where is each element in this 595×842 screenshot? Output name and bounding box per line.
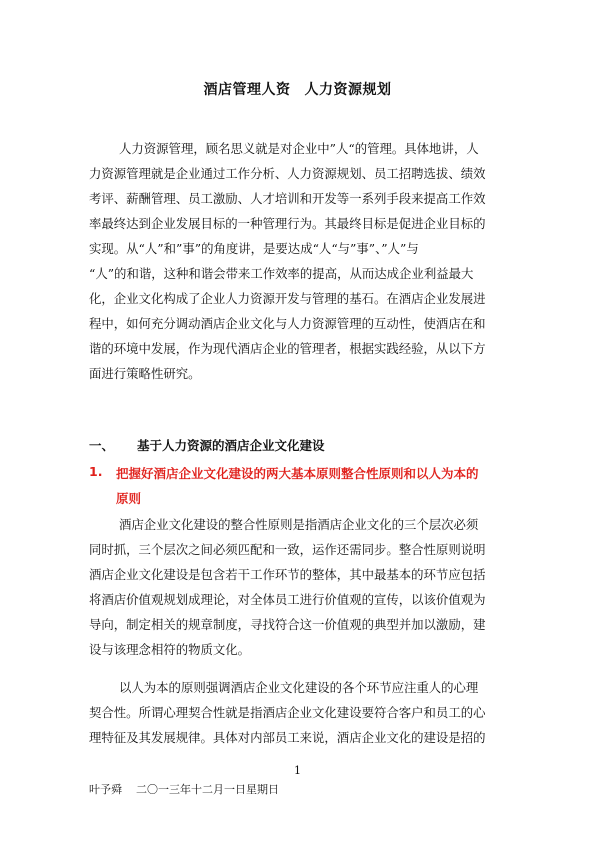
text-line: 程中，如何充分调动酒店企业文化与人力资源管理的互动性，使酒店在和: [89, 316, 486, 331]
subsection-title-line: 把握好酒店企业文化建设的两大基本原则整合性原则和以人为本的: [116, 466, 479, 481]
text-line: 导向，制定相关的规章制度，寻找符合这一价值观的典型并加以激励，建: [89, 617, 486, 632]
text-line: 酒店企业文化建设的整合性原则是指酒店企业文化的三个层次必须: [119, 517, 479, 532]
footer-date: 二〇一三年十二月一日星期日: [136, 783, 279, 796]
subsection-title-line: 原则: [116, 491, 142, 506]
section-title: 基于人力资源的酒店企业文化建设: [137, 438, 325, 453]
text-line: 酒店企业文化建设是包含若干工作环节的整体，其中最基本的环节应包括: [89, 567, 486, 582]
text-line: 考评、薪酬管理、员工激励、人才培训和开发等一系列手段来提高工作效: [89, 191, 486, 206]
text-line: “人”的和谐，这种和谐会带来工作效率的提高，从而达成企业利益最大: [89, 266, 474, 281]
text-line: 理特征及其发展规律。具体对内部员工来说，酒店企业文化的建设是招的: [89, 730, 486, 745]
text-line: 谐的环境中发展，作为现代酒店企业的管理者，根据实践经验，从以下方: [89, 341, 486, 356]
text-line: 力资源管理就是企业通过工作分析、人力资源规划、员工招聘选拔、绩效: [89, 166, 486, 181]
title-part-2: 人力资源规划: [304, 82, 392, 98]
page-footer: [89, 781, 279, 797]
text-line: 以人为本的原则强调酒店企业文化建设的各个环节应注重人的心理: [119, 680, 479, 695]
footer-author: 叶予舜: [89, 783, 122, 796]
document-title: [0, 79, 595, 99]
text-line: 设与该理念相符的物质文化。: [89, 642, 251, 657]
text-line: 将酒店价值观规划成理论，对全体员工进行价值观的宣传，以该价值观为: [89, 592, 486, 607]
text-line: 化，企业文化构成了企业人力资源开发与管理的基石。在酒店企业发展进: [89, 291, 486, 306]
section-heading: [89, 436, 325, 454]
page-number: 1: [294, 764, 301, 777]
subsection-number: 1.: [89, 464, 103, 479]
section-number: 一、: [89, 438, 115, 453]
text-line: 契合性。所谓心理契合性就是指酒店企业文化建设要符合客户和员工的心: [89, 705, 486, 720]
title-part-1: 酒店管理人资: [203, 82, 291, 98]
text-line: 面进行策略性研究。: [89, 366, 201, 381]
text-line: 率最终达到企业发展目标的一种管理行为。其最终目标是促进企业目标的: [89, 216, 486, 231]
text-line: 人力资源管理，顾名思义就是对企业中”人“的管理。具体地讲，人: [119, 141, 479, 156]
text-line: 实现。从“人”和”事”的角度讲，是要达成“人“与”事”、”人”与: [89, 241, 419, 256]
text-line: 同时抓，三个层次之间必须匹配和一致，运作还需同步。整合性原则说明: [89, 542, 486, 557]
